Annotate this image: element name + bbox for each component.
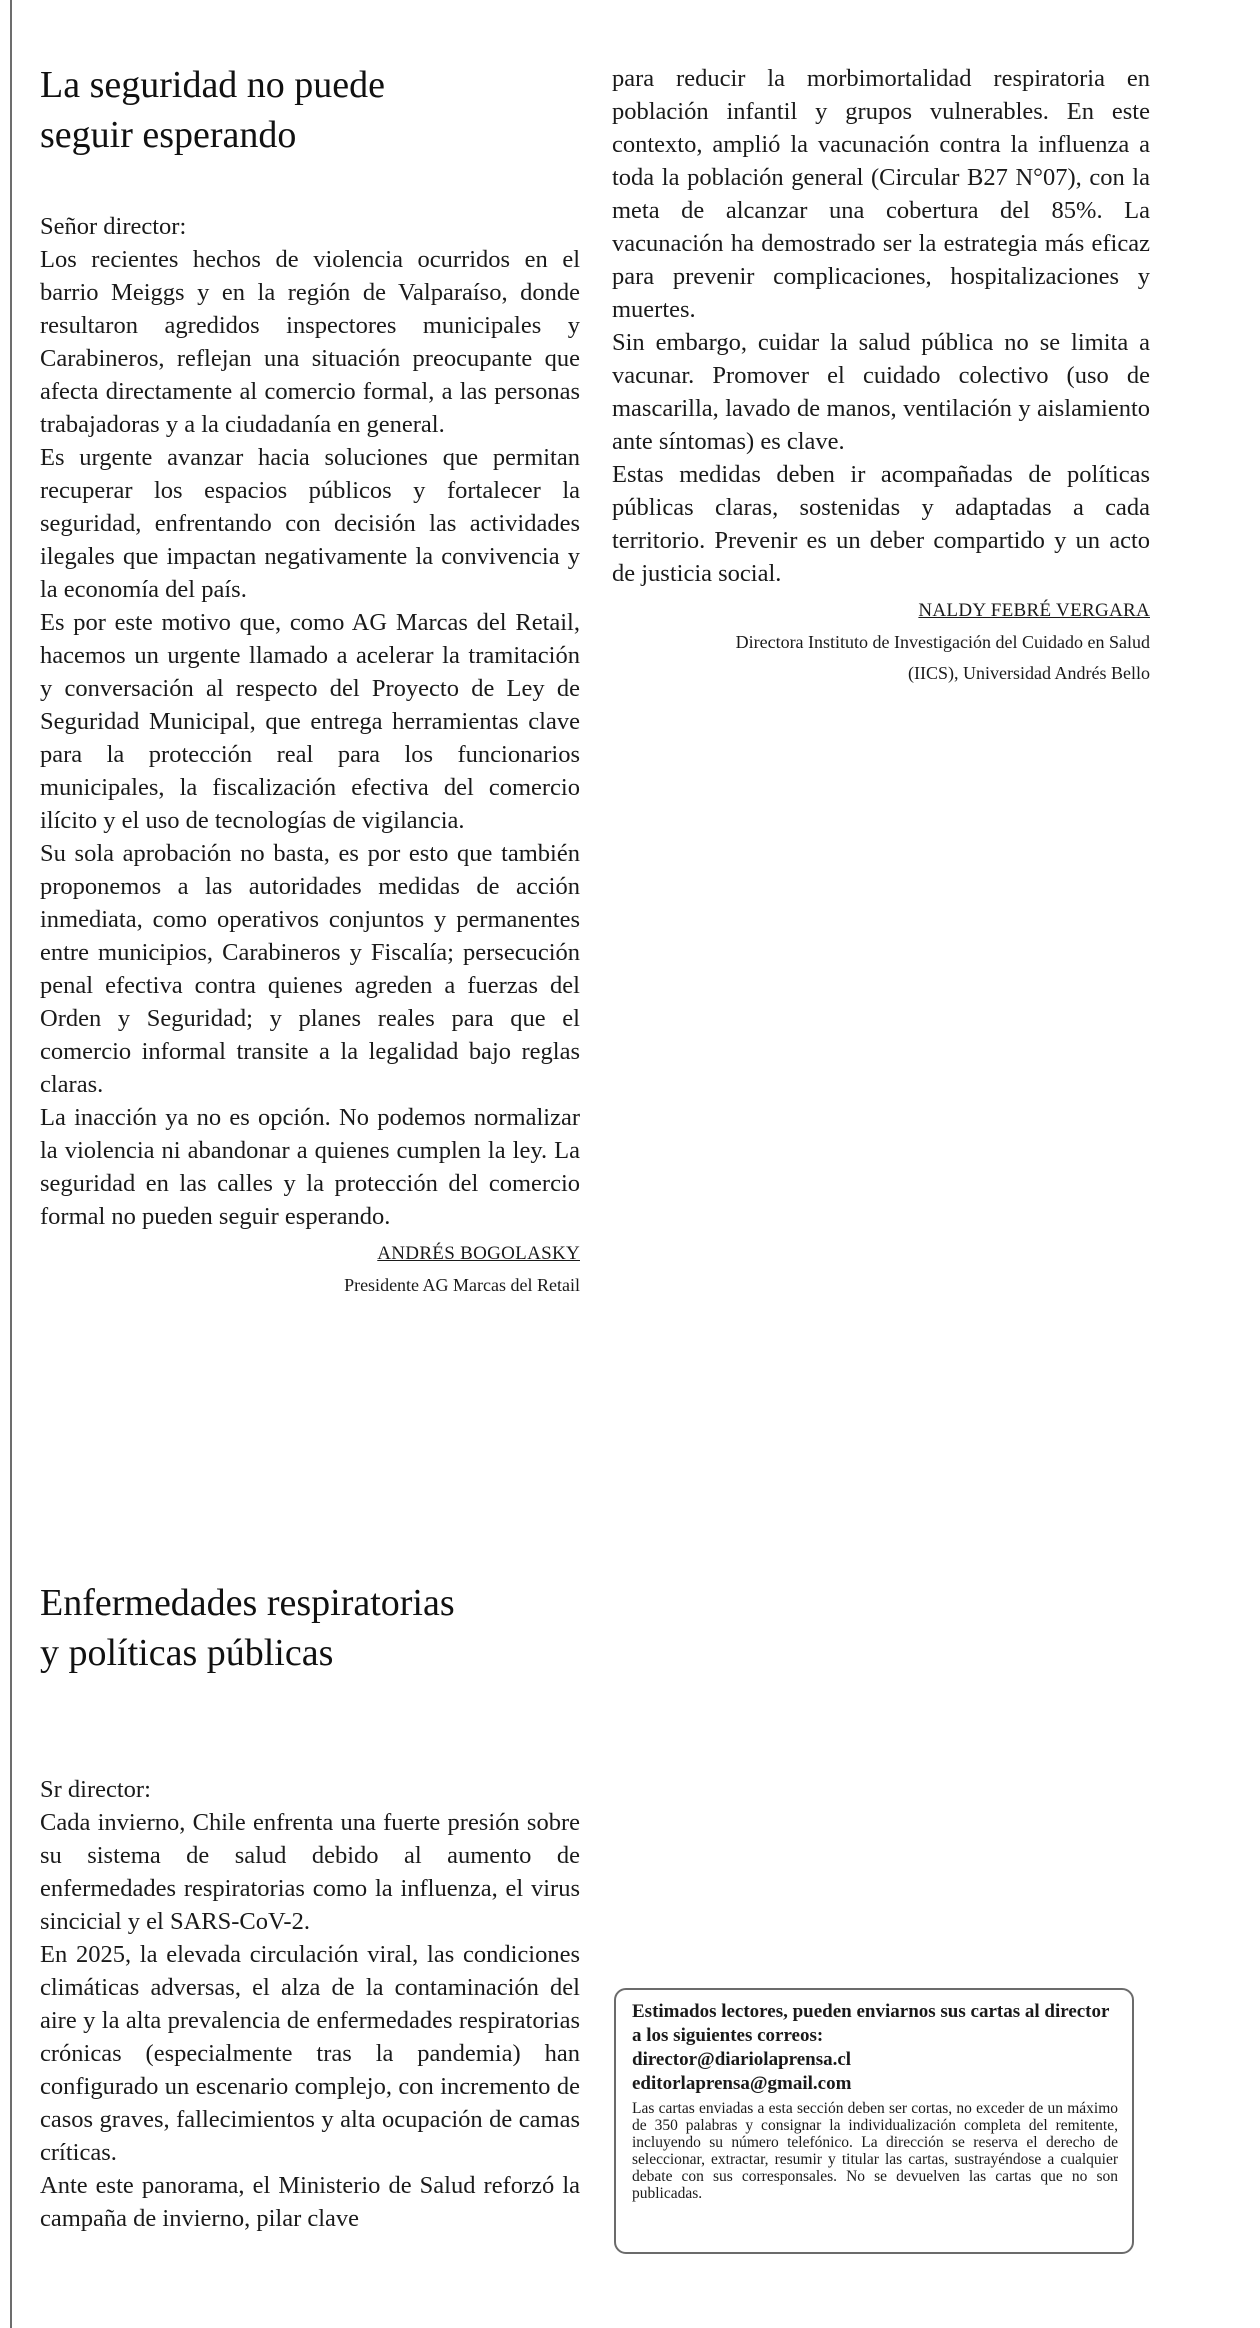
letter-security [40, 60, 580, 1303]
letter-paragraph: Ante este panorama, el Ministerio de Salud reforzó la campaña de invierno, pilar clave [40, 2172, 580, 2232]
signature-role: Directora Instituto de Investigación del Cuidado en Salud [735, 632, 1150, 652]
letter-salutation: Señor director: [40, 213, 187, 240]
letter-headline: La seguridad no puede seguir esperando [40, 64, 386, 156]
notice-email-link[interactable]: director@diariolaprensa.cl [632, 2049, 852, 2070]
notice-heading: Estimados lectores, pueden enviarnos sus cartas al director a los siguientes correos: [632, 2001, 1110, 2046]
notice-email-link[interactable]: editorlaprensa@gmail.com [632, 2073, 852, 2094]
letter-paragraph: Es por este motivo que, como AG Marcas del Retail, hacemos un urgente llamado a acelerar la tramitación y conversación al respecto del Proyecto de Ley de Seguridad Municipal, que entrega herramientas clave para la protección real para los funcionarios municipales, la fiscalización efectiva del comercio ilícito y el uso de tecnologías de vigilancia. [40, 609, 580, 834]
signature-role: Presidente AG Marcas del Retail [344, 1275, 580, 1295]
letter-salutation: Sr director: [40, 1776, 151, 1803]
letter-respiratory [40, 1578, 580, 2235]
letter-paragraph: Estas medidas deben ir acompañadas de políticas públicas claras, sostenidas y adaptadas a cada territorio. Prevenir es un deber compartido y un acto de justicia social. [612, 461, 1150, 587]
letter-headline: Enfermedades respiratorias y políticas públicas [40, 1582, 455, 1674]
column-rule [10, 0, 12, 2328]
signature-name: ANDRÉS BOGOLASKY [377, 1243, 580, 1264]
signature-name: NALDY FEBRÉ VERGARA [918, 600, 1150, 621]
signature-role: (IICS), Universidad Andrés Bello [908, 663, 1150, 683]
letter-paragraph: Su sola aprobación no basta, es por esto que también proponemos a las autoridades medidas de acción inmediata, como operativos conjuntos y permanentes entre municipios, Carabineros y Fiscalía; persecución penal efectiva contra quienes agreden a fuerzas del Orden y Seguridad; y planes reales para que el comercio informal transite a la legalidad bajo reglas claras. [40, 840, 580, 1098]
letter-paragraph: En 2025, la elevada circulación viral, las condiciones climáticas adversas, el alza de la contaminación del aire y la alta prevalencia de enfermedades respiratorias crónicas (especialmente tras la pandemia) han configurado un escenario complejo, con incremento de casos graves, fallecimientos y alta ocupación de camas críticas. [40, 1941, 580, 2166]
letter-paragraph: Sin embargo, cuidar la salud pública no se limita a vacunar. Promover el cuidado colectivo (uso de mascarilla, lavado de manos, ventilación y aislamiento ante síntomas) es clave. [612, 329, 1150, 455]
notice-body: Las cartas enviadas a esta sección deben ser cortas, no exceder de un máximo de 350 palabras y consignar la individualización completa del remitente, incluyendo su número telefónico. La dirección se reserva el derecho de seleccionar, extractar, resumir y titular las cartas, sustrayéndose a cualquier debate con sus corresponsales. No se devuelven las cartas que no son publicadas. [632, 2100, 1118, 2202]
letter-respiratory-continued [612, 62, 1150, 686]
letter-paragraph: Los recientes hechos de violencia ocurridos en el barrio Meiggs y en la región de Valparaíso, donde resultaron agredidos inspectores municipales y Carabineros, reflejan una situación preocupante que afecta directamente al comercio formal, a las personas trabajadoras y a la ciudadanía en general. [40, 246, 580, 438]
letter-paragraph: La inacción ya no es opción. No podemos normalizar la violencia ni abandonar a quienes cumplen la ley. La seguridad en las calles y la protección del comercio formal no pueden seguir esperando. [40, 1104, 580, 1230]
letter-paragraph: Es urgente avanzar hacia soluciones que permitan recuperar los espacios públicos y fortalecer la seguridad, enfrentando con decisión las actividades ilegales que impactan negativamente la convivencia y la economía del país. [40, 444, 580, 603]
submission-notice-box [614, 1988, 1134, 2254]
letter-paragraph: para reducir la morbimortalidad respiratoria en población infantil y grupos vulnerables. En este contexto, amplió la vacunación contra la influenza a toda la población general (Circular B27 N°07), con la meta de alcanzar una cobertura del 85%. La vacunación ha demostrado ser la estrategia más eficaz para prevenir complicaciones, hospitalizaciones y muertes. [612, 65, 1150, 323]
letter-paragraph: Cada invierno, Chile enfrenta una fuerte presión sobre su sistema de salud debido al aumento de enfermedades respiratorias como la influenza, el virus sincicial y el SARS-CoV-2. [40, 1809, 580, 1935]
letter-signature [612, 598, 1150, 686]
letter-signature [40, 1241, 580, 1303]
